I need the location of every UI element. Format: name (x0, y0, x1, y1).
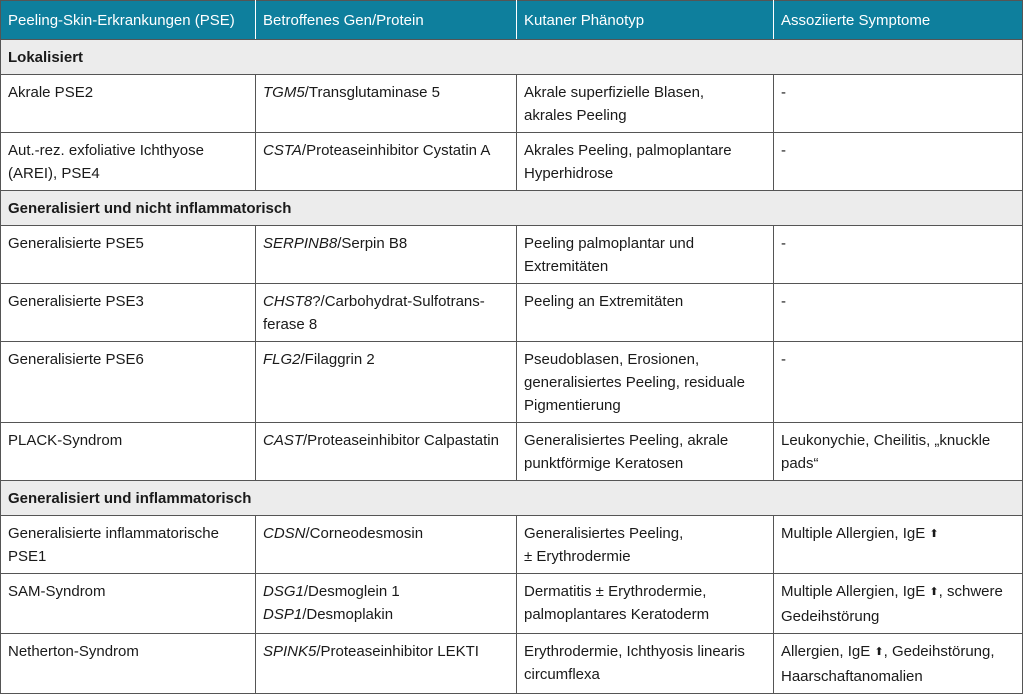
phenotype-line: Akrale superfizielle Blasen, (524, 84, 705, 101)
symptoms-text: , schwere (938, 583, 1003, 600)
table-row (1, 284, 1023, 342)
header-row (1, 1, 1023, 40)
disease-cell: Generalisierte PSE3 (1, 284, 256, 342)
symptoms-line: pads“ (781, 455, 819, 472)
disease-line: PSE1 (8, 548, 47, 565)
arrow-up-icon: ⬆ (929, 586, 939, 598)
phenotype-line: Akrales Peeling, palmoplantare (524, 142, 732, 159)
symptoms-text: Gedeihstörung (781, 608, 880, 625)
gene-cell (256, 342, 517, 423)
gene-name: SPINK5 (263, 643, 317, 660)
phenotype-line: punktförmige Keratosen (524, 455, 684, 472)
gene-cell (256, 574, 517, 634)
protein-name: /Desmoplakin (302, 606, 394, 623)
disease-cell: Generalisierte PSE6 (1, 342, 256, 423)
symptoms-line: Leukonychie, Cheilitis, „knuckle (781, 432, 991, 449)
table-row (1, 342, 1023, 423)
header-disease: Peeling-Skin-Erkrankungen (PSE) (1, 1, 256, 40)
gene-name: DSP1 (263, 606, 303, 623)
header-gene: Betroffenes Gen/Protein (256, 1, 517, 40)
phenotype-line: Pseudoblasen, Erosionen, (524, 351, 700, 368)
phenotype-line: Extremitäten (524, 258, 609, 275)
disease-cell: Akrale PSE2 (1, 75, 256, 133)
phenotype-line: Generalisiertes Peeling, (524, 525, 684, 542)
table-row (1, 75, 1023, 133)
gene-name: SERPINB8 (263, 235, 338, 252)
section-row (1, 191, 1023, 226)
symptoms-cell (774, 423, 1023, 481)
gene-name: CDSN (263, 525, 306, 542)
disease-cell: SAM-Syndrom (1, 574, 256, 634)
symptoms-cell: - (774, 342, 1023, 423)
protein-name: /Transglutaminase 5 (304, 84, 441, 101)
gene-cell (256, 226, 517, 284)
table-row (1, 133, 1023, 191)
section-row (1, 481, 1023, 516)
symptoms-text: Allergien, IgE (781, 643, 875, 660)
disease-cell: PLACK-Syndrom (1, 423, 256, 481)
table-row (1, 226, 1023, 284)
protein-name: ferase 8 (263, 316, 318, 333)
phenotype-cell (517, 516, 774, 574)
gene-name: DSG1 (263, 583, 304, 600)
header-symptoms: Assoziierte Symptome (774, 1, 1023, 40)
protein-name: /Proteaseinhibitor LEKTI (316, 643, 479, 660)
symptoms-cell (774, 634, 1023, 694)
phenotype-cell (517, 284, 774, 342)
protein-name: /Desmoglein 1 (303, 583, 400, 600)
section-title: Generalisiert und nicht inflammatorisch (1, 191, 1023, 226)
phenotype-line: Peeling palmoplantar und (524, 235, 695, 252)
disease-cell: Netherton-Syndrom (1, 634, 256, 694)
protein-name: /Proteaseinhibitor Cystatin A (301, 142, 491, 159)
arrow-up-icon: ⬆ (874, 646, 884, 658)
phenotype-cell (517, 634, 774, 694)
phenotype-line: Peeling an Extremitäten (524, 293, 684, 310)
table-row (1, 574, 1023, 634)
disease-cell: Generalisierte PSE5 (1, 226, 256, 284)
gene-name: CHST8 (263, 293, 313, 310)
phenotype-line: circumflexa (524, 666, 600, 683)
symptoms-cell: - (774, 75, 1023, 133)
table-row (1, 634, 1023, 694)
section-title: Lokalisiert (1, 40, 1023, 75)
protein-name: /Proteaseinhibitor Calpastatin (303, 432, 499, 449)
table-row (1, 516, 1023, 574)
disease-cell (1, 516, 256, 574)
symptoms-cell: - (774, 284, 1023, 342)
phenotype-line: Erythrodermie, Ichthyosis linearis (524, 643, 745, 660)
section-title: Generalisiert und inflammatorisch (1, 481, 1023, 516)
gene-cell (256, 284, 517, 342)
symptoms-text: Haarschaftanomalien (781, 668, 923, 685)
protein-name: ?/Carbohydrat-Sulfotrans- (312, 293, 485, 310)
gene-cell (256, 75, 517, 133)
disease-cell (1, 133, 256, 191)
phenotype-line: ± Erythrodermie (524, 548, 631, 565)
symptoms-cell: - (774, 133, 1023, 191)
symptoms-cell (774, 574, 1023, 634)
gene-cell (256, 516, 517, 574)
phenotype-line: Pigmentierung (524, 397, 621, 414)
symptoms-cell: - (774, 226, 1023, 284)
phenotype-cell (517, 133, 774, 191)
phenotype-line: Generalisiertes Peeling, akrale (524, 432, 729, 449)
symptoms-text: , Gedeihstörung, (883, 643, 995, 660)
symptoms-text: Multiple Allergien, IgE (781, 525, 930, 542)
phenotype-cell (517, 574, 774, 634)
header-phenotype: Kutaner Phänotyp (517, 1, 774, 40)
symptoms-cell (774, 516, 1023, 574)
phenotype-line: akrales Peeling (524, 107, 627, 124)
gene-name: CAST (263, 432, 304, 449)
phenotype-line: Hyperhidrose (524, 165, 614, 182)
disease-line: (AREI), PSE4 (8, 165, 100, 182)
phenotype-cell (517, 423, 774, 481)
gene-name: CSTA (263, 142, 302, 159)
arrow-up-icon: ⬆ (929, 528, 939, 540)
phenotype-cell (517, 342, 774, 423)
protein-name: /Corneodesmosin (305, 525, 424, 542)
phenotype-line: palmoplantares Keratoderm (524, 606, 710, 623)
gene-name: TGM5 (263, 84, 305, 101)
gene-name: FLG2 (263, 351, 301, 368)
table-row (1, 423, 1023, 481)
disease-line: Generalisierte inflammatorische (8, 525, 219, 542)
phenotype-line: Dermatitis ± Erythrodermie, (524, 583, 707, 600)
gene-cell (256, 133, 517, 191)
disease-line: Aut.-rez. exfoliative Ichthyose (8, 142, 204, 159)
protein-name: /Serpin B8 (337, 235, 408, 252)
section-row (1, 40, 1023, 75)
phenotype-cell (517, 226, 774, 284)
symptoms-text: Multiple Allergien, IgE (781, 583, 930, 600)
phenotype-line: generalisiertes Peeling, residuale (524, 374, 745, 391)
protein-name: /Filaggrin 2 (300, 351, 375, 368)
gene-cell (256, 634, 517, 694)
phenotype-cell (517, 75, 774, 133)
gene-cell (256, 423, 517, 481)
